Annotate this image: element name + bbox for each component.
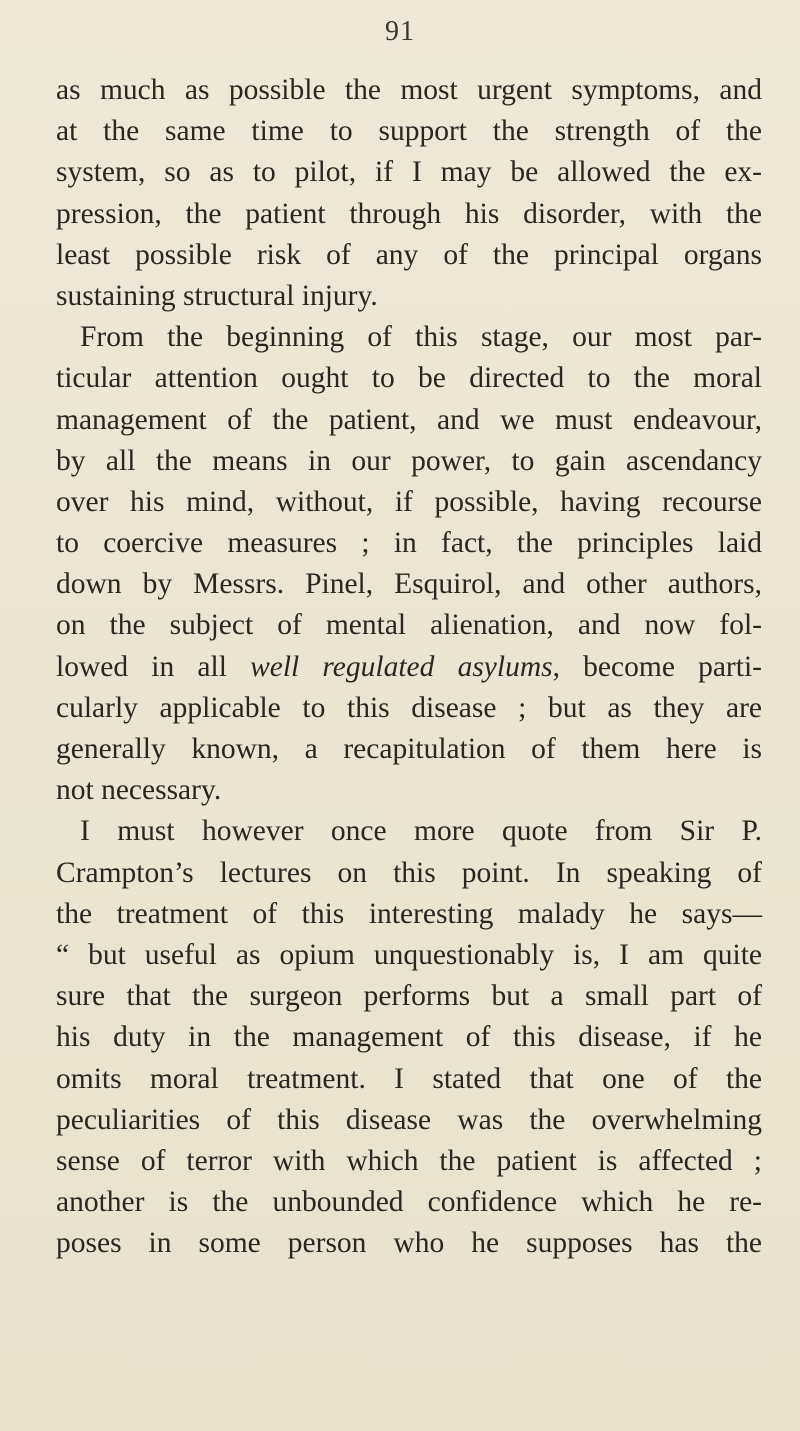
text-line: Crampton’s lectures on this point. In speaking of bbox=[56, 856, 762, 889]
text-line: down by Messrs. Pinel, Esquirol, and other authors, bbox=[56, 568, 762, 601]
text-line-with-italic bbox=[56, 647, 762, 688]
text-line: sense of terror with which the patient is affected ; bbox=[56, 1144, 762, 1177]
text-line: “ but useful as opium unquestionably is, I am quite bbox=[56, 938, 762, 971]
text-line: sure that the surgeon performs but a small part of bbox=[56, 980, 762, 1013]
text-line: peculiarities of this disease was the overwhelming bbox=[56, 1103, 762, 1136]
text-line: management of the patient, and we must endeavour, bbox=[56, 403, 762, 436]
text-segment: , become parti- bbox=[552, 650, 762, 683]
text-line: generally known, a recapitulation of them here is bbox=[56, 733, 762, 765]
text-line: least possible risk of any of the principal organs bbox=[56, 238, 762, 271]
italic-text-segment: well regulated asylums bbox=[250, 650, 553, 683]
body-text bbox=[56, 70, 762, 1264]
text-line: the treatment of this interesting malady he says— bbox=[56, 897, 762, 930]
text-line: cularly applicable to this disease ; but as they are bbox=[56, 691, 762, 724]
text-line: ticular attention ought to be directed to the moral bbox=[56, 362, 762, 395]
text-line: not necessary. bbox=[56, 774, 222, 807]
text-segment: lowed in all bbox=[56, 650, 251, 683]
page-number: 91 bbox=[385, 16, 415, 47]
text-line: as much as possible the most urgent symptoms, and bbox=[56, 74, 762, 106]
text-line: sustaining structural injury. bbox=[56, 279, 378, 312]
text-line: to coercive measures ; in fact, the principles laid bbox=[56, 527, 762, 560]
text-line: poses in some person who he supposes has the bbox=[56, 1227, 762, 1260]
text-line: system, so as to pilot, if I may be allowed the ex- bbox=[56, 156, 762, 189]
text-line: From the beginning of this stage, our most par- bbox=[80, 321, 762, 354]
text-line: his duty in the management of this disease, if he bbox=[56, 1021, 762, 1054]
text-line: I must however once more quote from Sir P. bbox=[80, 815, 762, 848]
text-line: pression, the patient through his disorder, with the bbox=[56, 197, 762, 230]
text-line: over his mind, without, if possible, having recourse bbox=[56, 485, 762, 518]
text-line: on the subject of mental alienation, and now fol- bbox=[56, 609, 762, 642]
text-line: omits moral treatment. I stated that one of the bbox=[56, 1062, 762, 1095]
text-line: by all the means in our power, to gain ascendancy bbox=[56, 444, 762, 477]
text-line: another is the unbounded confidence which he re- bbox=[56, 1186, 762, 1219]
text-line: at the same time to support the strength of the bbox=[56, 115, 762, 148]
